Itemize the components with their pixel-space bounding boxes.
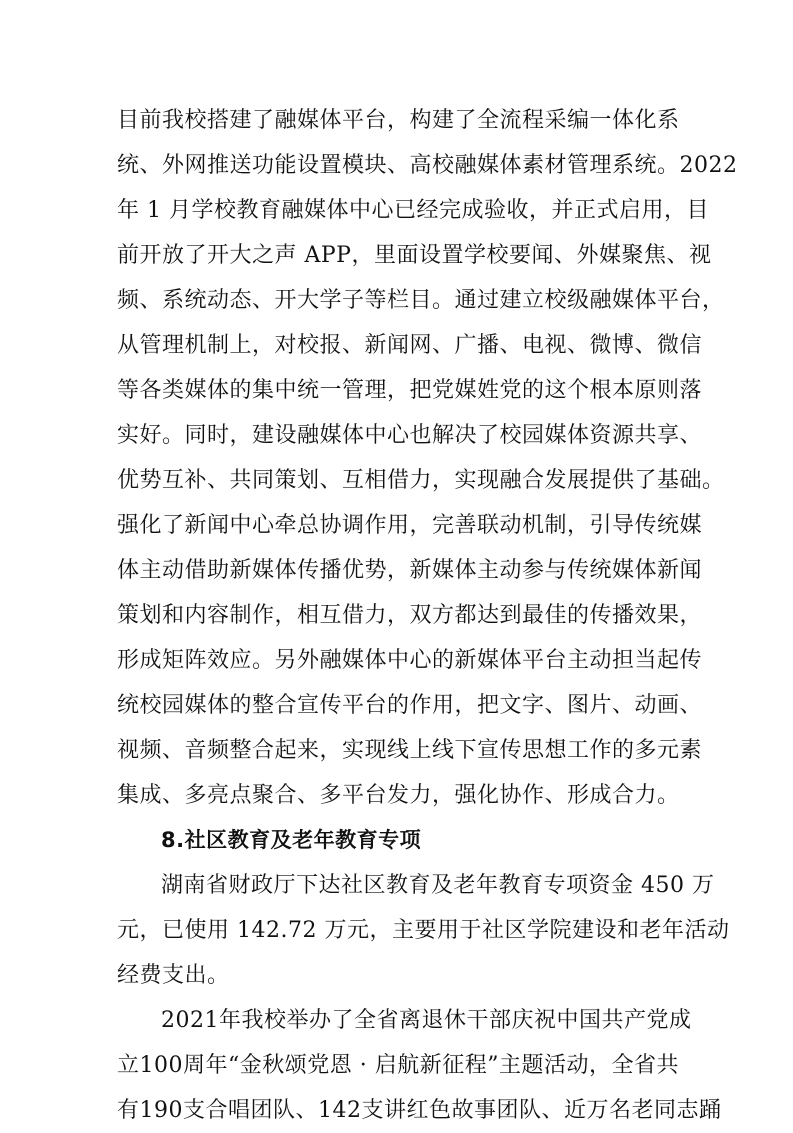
text-line: 从管理机制上，对校报、新闻网、广播、电视、微博、微信 bbox=[117, 333, 703, 358]
text-line: 立100周年“金秋颂党恩 · 启航新征程”主题活动，全省共 bbox=[117, 1053, 679, 1078]
text-line: 前开放了开大之声 APP，里面设置学校要闻、外媒聚焦、视 bbox=[117, 243, 712, 268]
text-line: 统校园媒体的整合宣传平台的作用，把文字、图片、动画、 bbox=[117, 693, 703, 718]
paragraph-activity-2021 bbox=[117, 998, 722, 1133]
text-line: 统、外网推送功能设置模块、高校融媒体素材管理系统。2022 bbox=[117, 153, 738, 178]
paragraph-special-funds bbox=[117, 863, 730, 998]
text-line: 策划和内容制作，相互借力，双方都达到最佳的传播效果， bbox=[117, 603, 703, 628]
text-line: 湖南省财政厅下达社区教育及老年教育专项资金 450 万 bbox=[161, 873, 715, 898]
text-line: 等各类媒体的集中统一管理，把党媒姓党的这个根本原则落 bbox=[117, 378, 703, 403]
text-line: 元，已使用 142.72 万元，主要用于社区学院建设和老年活动 bbox=[117, 918, 730, 943]
paragraph-media-platform bbox=[117, 98, 738, 818]
document-page bbox=[117, 98, 738, 1133]
text-line: 有190支合唱团队、142支讲红色故事团队、近万名老同志踊 bbox=[117, 1098, 722, 1123]
text-line: 年 1 月学校教育融媒体中心已经完成验收，并正式启用，目 bbox=[117, 198, 709, 223]
text-line: 频、系统动态、开大学子等栏目。通过建立校级融媒体平台， bbox=[117, 288, 725, 313]
text-line: 体主动借助新媒体传播优势，新媒体主动参与传统媒体新闻 bbox=[117, 558, 703, 583]
text-line: 经费支出。 bbox=[117, 963, 230, 988]
text-line: 2021年我校举办了全省离退休干部庆祝中国共产党成 bbox=[161, 1008, 692, 1033]
text-line: 形成矩阵效应。另外融媒体中心的新媒体平台主动担当起传 bbox=[117, 648, 703, 673]
text-line: 优势互补、共同策划、互相借力，实现融合发展提供了基础。 bbox=[117, 468, 725, 493]
section-heading: 8.社区教育及老年教育专项 bbox=[161, 828, 422, 852]
text-line: 实好。同时，建设融媒体中心也解决了校园媒体资源共享、 bbox=[117, 423, 703, 448]
text-line: 视频、音频整合起来，实现线上线下宣传思想工作的多元素 bbox=[117, 738, 703, 763]
text-line: 集成、多亮点聚合、多平台发力，强化协作、形成合力。 bbox=[117, 783, 680, 808]
text-line: 强化了新闻中心牵总协调作用，完善联动机制，引导传统媒 bbox=[117, 513, 703, 538]
text-line: 目前我校搭建了融媒体平台，构建了全流程采编一体化系 bbox=[117, 108, 680, 133]
